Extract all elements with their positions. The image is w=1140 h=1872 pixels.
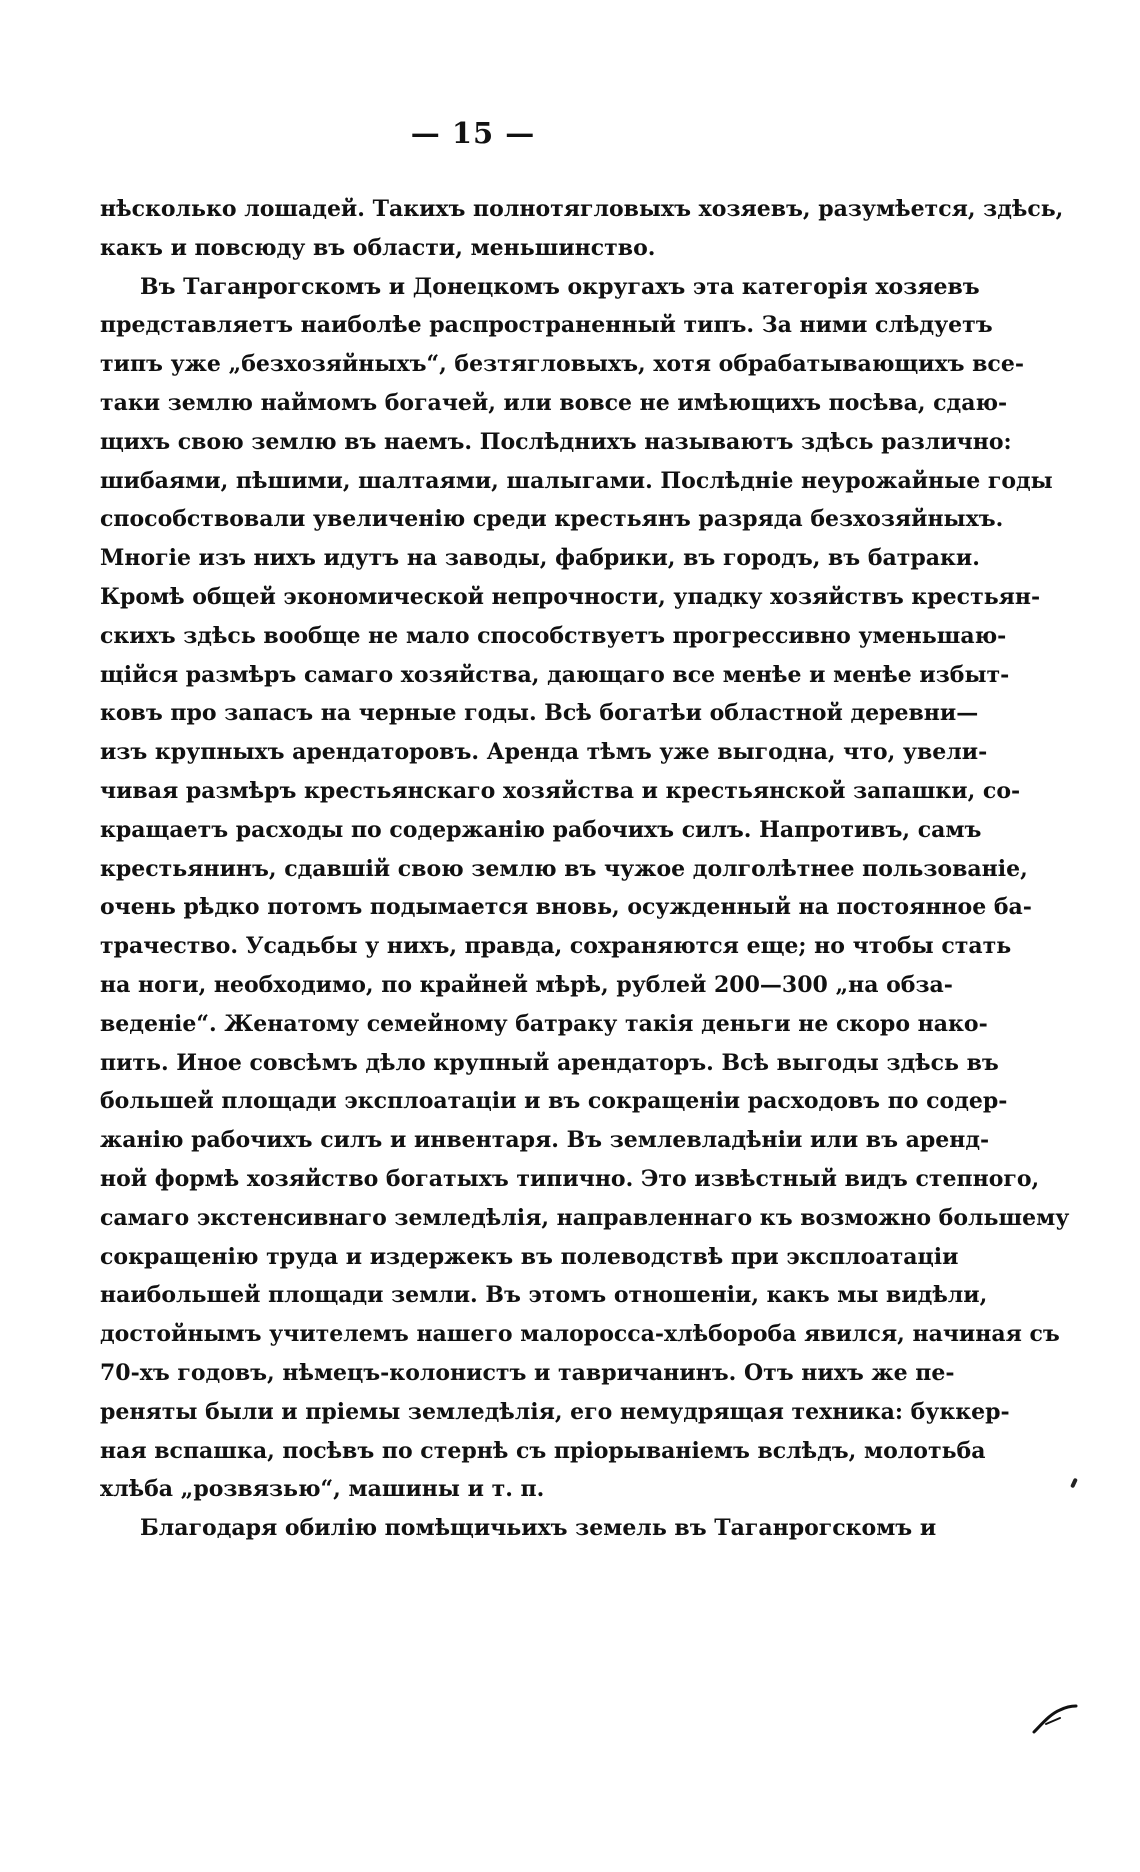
- text-line: на ноги, необходимо, по крайней мѣрѣ, рублей 200—300 „на обза-: [100, 971, 953, 998]
- text-line: сокращенію труда и издержекъ въ полеводствѣ при эксплоатаціи: [100, 1243, 959, 1270]
- text-line: кращаетъ расходы по содержанію рабочихъ силъ. Напротивъ, самъ: [100, 816, 982, 843]
- text-line: очень рѣдко потомъ подымается вновь, осужденный на постоянное ба-: [100, 894, 1032, 921]
- text-line: щихъ свою землю въ наемъ. Послѣднихъ называютъ здѣсь различно:: [100, 428, 1012, 455]
- pen-stroke-mark: [1030, 1698, 1080, 1738]
- text-line: Многіе изъ нихъ идутъ на заводы, фабрики, въ городъ, въ батраки.: [100, 545, 980, 572]
- text-line: Въ Таганрогскомъ и Донецкомъ округахъ эта категорія хозяевъ: [140, 273, 980, 300]
- text-line: крестьянинъ, сдавшій свою землю въ чужое долголѣтнее пользованіе,: [100, 855, 1028, 882]
- text-line: жанію рабочихъ силъ и инвентаря. Въ землевладѣніи или въ аренд-: [100, 1127, 990, 1154]
- text-line: большей площади эксплоатаціи и въ сокращеніи расходовъ по содер-: [100, 1088, 1008, 1115]
- text-line: способствовали увеличенію среди крестьянъ разряда безхозяйныхъ.: [100, 506, 1004, 533]
- text-line: щійся размѣръ самаго хозяйства, дающаго все менѣе и менѣе избыт-: [100, 661, 1010, 688]
- text-line: представляетъ наиболѣе распространенный типъ. За ними слѣдуетъ: [100, 312, 993, 339]
- text-line: Кромѣ общей экономической непрочности, упадку хозяйствъ крестьян-: [100, 583, 1041, 610]
- text-line: хлѣба „розвязью“, машины и т. п.: [100, 1476, 545, 1503]
- page-number: — 15 —: [410, 116, 536, 150]
- text-line: чивая размѣръ крестьянскаго хозяйства и крестьянской запашки, со-: [100, 777, 1021, 804]
- text-line: шибаями, пѣшими, шалтаями, шалыгами. Послѣдніе неурожайные годы: [100, 467, 1053, 494]
- text-line: изъ крупныхъ арендаторовъ. Аренда тѣмъ уже выгодна, что, увели-: [100, 739, 988, 766]
- text-line: самаго экстенсивнаго земледѣлія, направленнаго къ возможно большему: [100, 1204, 1070, 1231]
- text-line: ная вспашка, посѣвъ по стернѣ съ пріорываніемъ вслѣдъ, молотьба: [100, 1437, 986, 1464]
- text-line: пить. Иное совсѣмъ дѣло крупный арендаторъ. Всѣ выгоды здѣсь въ: [100, 1049, 999, 1076]
- text-line: какъ и повсюду въ области, меньшинство.: [100, 234, 656, 261]
- text-line: ковъ про запасъ на черные годы. Всѣ богатѣи областной деревни—: [100, 700, 979, 727]
- text-line: трачество. Усадьбы у нихъ, правда, сохраняются еще; но чтобы стать: [100, 933, 1012, 960]
- text-line: типъ уже „безхозяйныхъ“, безтягловыхъ, хотя обрабатывающихъ все-: [100, 351, 1024, 378]
- text-line: достойнымъ учителемъ нашего малоросса-хлѣбороба явился, начиная съ: [100, 1321, 1060, 1348]
- text-line: Благодаря обилію помѣщичьихъ земель въ Таганрогскомъ и: [140, 1515, 937, 1542]
- text-line: скихъ здѣсь вообще не мало способствуетъ прогрессивно уменьшаю-: [100, 622, 1007, 649]
- text-line: таки землю наймомъ богачей, или вовсе не имѣющихъ посѣва, сдаю-: [100, 389, 1008, 416]
- text-line: нѣсколько лошадей. Такихъ полнотягловыхъ хозяевъ, разумѣется, здѣсь,: [100, 196, 1064, 222]
- text-line: ной формѣ хозяйство богатыхъ типично. Это извѣстный видъ степного,: [100, 1165, 1040, 1192]
- text-line: наибольшей площади земли. Въ этомъ отношеніи, какъ мы видѣли,: [100, 1282, 988, 1309]
- body-text: [100, 190, 1070, 1548]
- ink-mark: [1070, 1478, 1078, 1489]
- text-line: веденіе“. Женатому семейному батраку такія деньги не скоро нако-: [100, 1010, 988, 1037]
- text-line: реняты были и пріемы земледѣлія, его немудрящая техника: буккер-: [100, 1398, 1010, 1425]
- text-line: 70-хъ годовъ, нѣмецъ-колонистъ и тавричанинъ. Отъ нихъ же пе-: [100, 1359, 955, 1386]
